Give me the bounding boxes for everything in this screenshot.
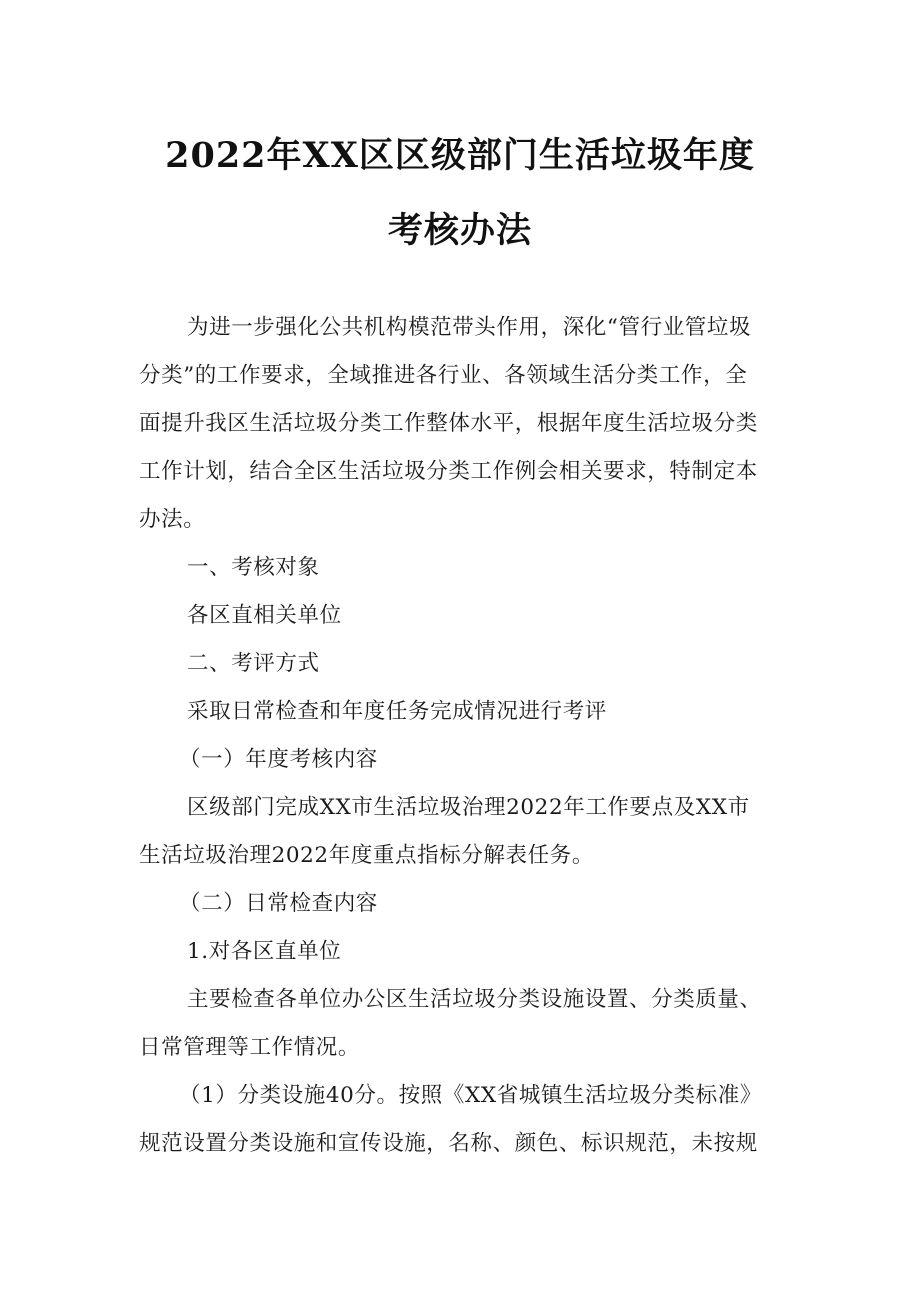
text-line: 分类”的工作要求，全域推进各行业、各领域生活分类工作，全 (139, 363, 748, 388)
text-line: 工作计划，结合全区生活垃圾分类工作例会相关要求，特制定本 (139, 459, 758, 484)
text-line: （1）分类设施40分。按照《XX省城镇生活垃圾分类标准》 (179, 1083, 762, 1108)
text-line: 规范设置分类设施和宣传设施，名称、颜色、标识规范，未按规 (139, 1131, 758, 1156)
text-line: 各区直相关单位 (187, 603, 342, 628)
text-line: 办法。 (139, 507, 206, 532)
document-title-line2: 考核办法 (387, 210, 532, 251)
text-line: 主要检查各单位办公区生活垃圾分类设施设置、分类质量、 (187, 987, 762, 1012)
text-line: （二）日常检查内容 (179, 891, 378, 916)
text-line: 日常管理等工作情况。 (139, 1035, 361, 1060)
text-line: 1.对各区直单位 (187, 939, 342, 964)
document-title-line1: 2022年XX区区级部门生活垃圾年度 (165, 135, 755, 176)
text-line: 面提升我区生活垃圾分类工作整体水平，根据年度生活垃圾分类 (139, 411, 758, 436)
text-line: 二、考评方式 (187, 651, 320, 676)
text-line: 采取日常检查和年度任务完成情况进行考评 (187, 699, 607, 724)
text-line: 生活垃圾治理2022年度重点指标分解表任务。 (139, 843, 594, 868)
text-line: 一、考核对象 (187, 555, 320, 580)
text-line: 为进一步强化公共机构模范带头作用，深化“管行业管垃圾 (187, 315, 752, 340)
text-line: （一）年度考核内容 (179, 747, 378, 772)
text-line: 区级部门完成XX市生活垃圾治理2022年工作要点及XX市 (187, 795, 750, 820)
